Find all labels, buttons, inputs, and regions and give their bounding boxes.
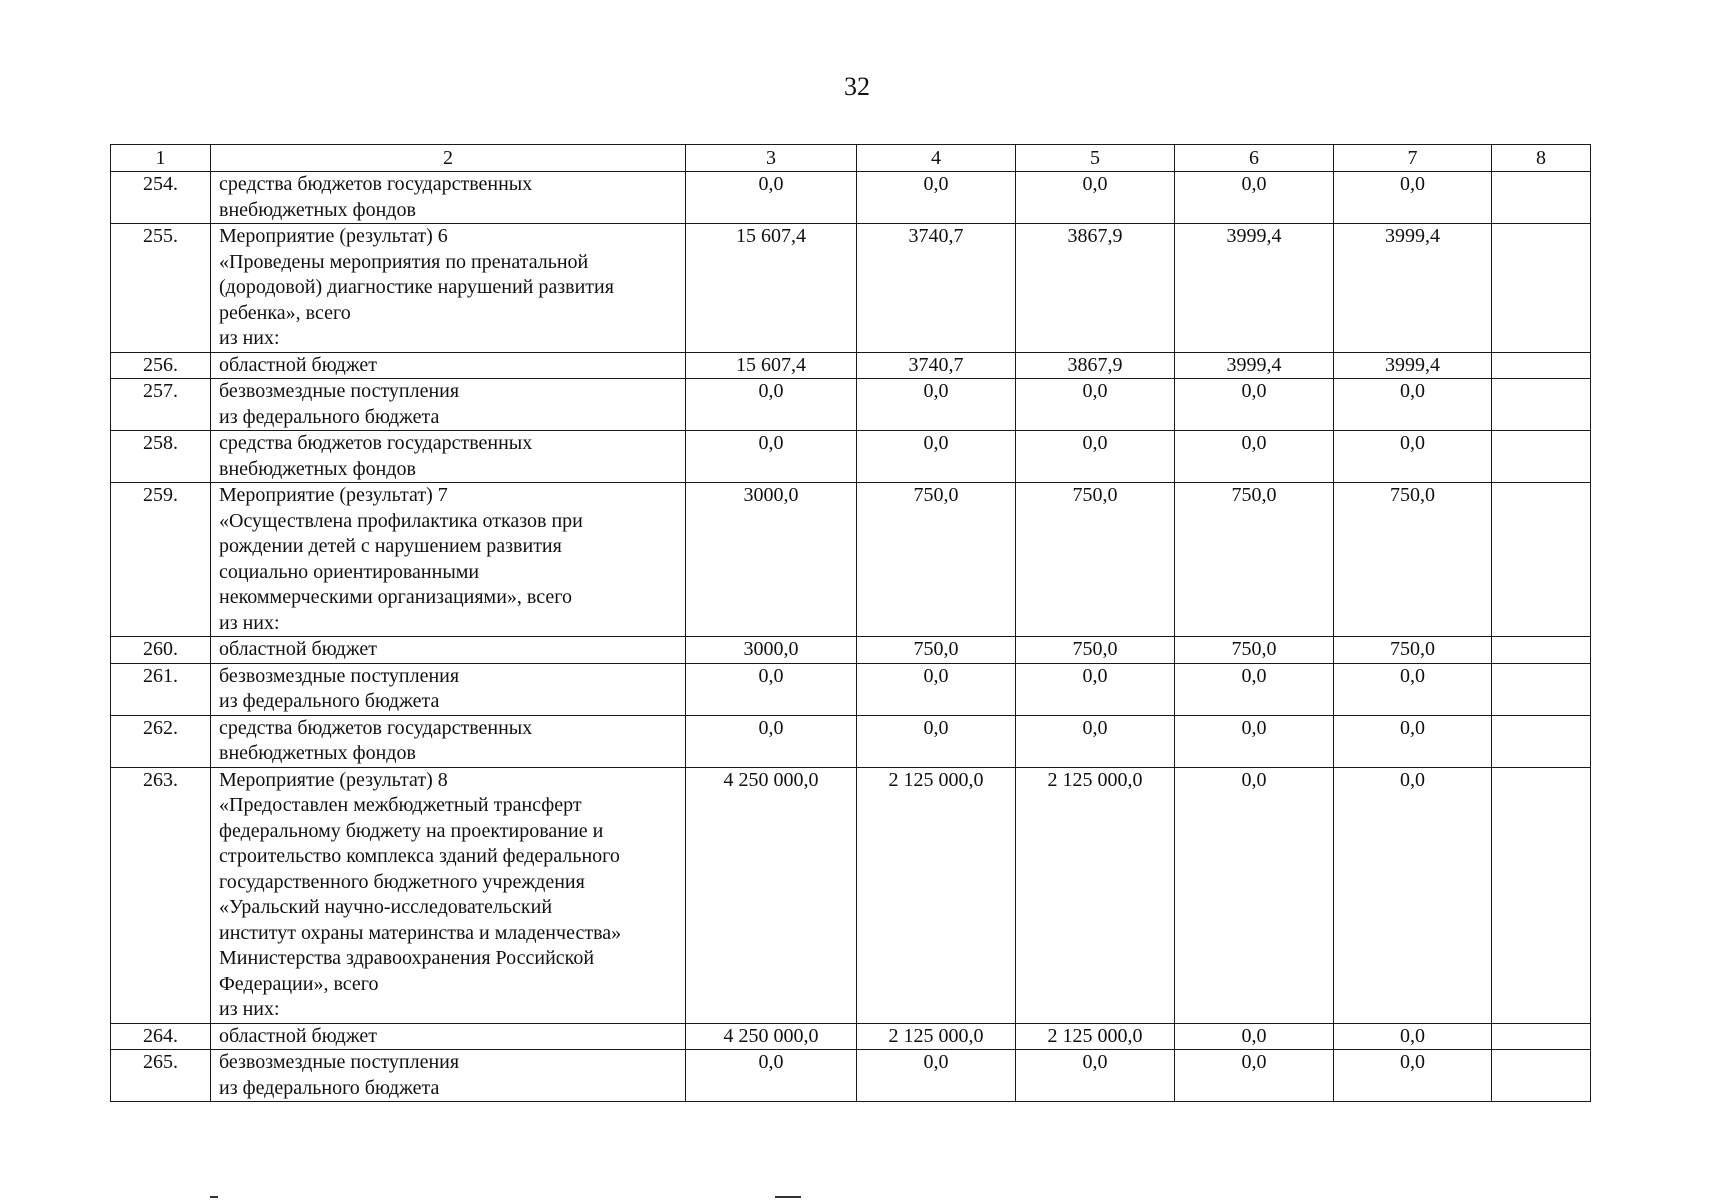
row-number-cell: 258. xyxy=(111,431,211,483)
column-header-7: 7 xyxy=(1334,145,1492,172)
column-header-6: 6 xyxy=(1175,145,1334,172)
table-row xyxy=(111,1050,1591,1102)
value-cell-5: 0,0 xyxy=(1016,715,1175,767)
value-cell-8 xyxy=(1492,224,1591,353)
description-cell xyxy=(211,431,686,483)
description-line: Мероприятие (результат) 8 xyxy=(219,768,448,791)
value-cell-8 xyxy=(1492,352,1591,379)
value-cell-6: 3999,4 xyxy=(1175,352,1334,379)
column-header-3: 3 xyxy=(686,145,857,172)
value-cell-5: 3867,9 xyxy=(1016,224,1175,353)
value-cell-3: 0,0 xyxy=(686,379,857,431)
table-row xyxy=(111,1023,1591,1050)
description-cell xyxy=(211,224,686,353)
row-number-cell: 260. xyxy=(111,637,211,664)
description-line: внебюджетных фондов xyxy=(219,198,416,221)
description-line: государственного бюджетного учреждения xyxy=(219,870,585,893)
description-line: из федерального бюджета xyxy=(219,405,440,428)
description-line: средства бюджетов государственных xyxy=(219,173,533,195)
value-cell-3: 0,0 xyxy=(686,663,857,715)
value-cell-8 xyxy=(1492,767,1591,1023)
value-cell-7: 0,0 xyxy=(1334,767,1492,1023)
description-line: из них: xyxy=(219,327,280,349)
column-header-5: 5 xyxy=(1016,145,1175,172)
value-cell-6: 750,0 xyxy=(1175,483,1334,637)
row-number-cell: 261. xyxy=(111,663,211,715)
value-cell-5: 0,0 xyxy=(1016,431,1175,483)
row-number-cell: 265. xyxy=(111,1050,211,1102)
description-line: из них: xyxy=(219,998,280,1020)
value-cell-8 xyxy=(1492,1050,1591,1102)
description-cell xyxy=(211,715,686,767)
description-cell xyxy=(211,379,686,431)
row-number-cell: 255. xyxy=(111,224,211,353)
value-cell-3: 0,0 xyxy=(686,172,857,224)
column-header-8: 8 xyxy=(1492,145,1591,172)
table-row xyxy=(111,483,1591,637)
description-cell xyxy=(211,1023,686,1050)
row-number-cell: 263. xyxy=(111,767,211,1023)
value-cell-7: 3999,4 xyxy=(1334,352,1492,379)
header-row xyxy=(111,145,1591,172)
row-number-cell: 254. xyxy=(111,172,211,224)
description-cell xyxy=(211,352,686,379)
value-cell-8 xyxy=(1492,637,1591,664)
value-cell-3: 4 250 000,0 xyxy=(686,1023,857,1050)
value-cell-4: 0,0 xyxy=(857,172,1016,224)
value-cell-6: 0,0 xyxy=(1175,1050,1334,1102)
value-cell-4: 0,0 xyxy=(857,663,1016,715)
value-cell-6: 0,0 xyxy=(1175,379,1334,431)
value-cell-6: 750,0 xyxy=(1175,637,1334,664)
table-row xyxy=(111,637,1591,664)
value-cell-7: 0,0 xyxy=(1334,1050,1492,1102)
value-cell-4: 2 125 000,0 xyxy=(857,1023,1016,1050)
value-cell-5: 750,0 xyxy=(1016,483,1175,637)
value-cell-4: 0,0 xyxy=(857,431,1016,483)
description-line: строительство комплекса зданий федерального xyxy=(219,845,620,867)
description-line: социально ориентированными xyxy=(219,560,480,583)
value-cell-7: 3999,4 xyxy=(1334,224,1492,353)
value-cell-8 xyxy=(1492,379,1591,431)
description-line: Мероприятие (результат) 6 xyxy=(219,225,448,247)
description-line: средства бюджетов государственных xyxy=(219,432,533,454)
value-cell-6: 0,0 xyxy=(1175,172,1334,224)
value-cell-3: 3000,0 xyxy=(686,483,857,637)
table-row xyxy=(111,767,1591,1023)
value-cell-4: 750,0 xyxy=(857,637,1016,664)
value-cell-7: 0,0 xyxy=(1334,663,1492,715)
value-cell-3: 0,0 xyxy=(686,715,857,767)
description-line: ребенка», всего xyxy=(219,301,351,324)
row-number-cell: 256. xyxy=(111,352,211,379)
value-cell-7: 0,0 xyxy=(1334,715,1492,767)
description-line: «Предоставлен межбюджетный трансферт xyxy=(219,794,582,816)
value-cell-4: 750,0 xyxy=(857,483,1016,637)
page-number: 32 xyxy=(844,72,870,101)
description-line: «Уральский научно-исследовательский xyxy=(219,896,553,918)
description-line: внебюджетных фондов xyxy=(219,742,416,764)
table-row xyxy=(111,431,1591,483)
value-cell-7: 0,0 xyxy=(1334,1023,1492,1050)
column-header-1: 1 xyxy=(111,145,211,172)
value-cell-5: 0,0 xyxy=(1016,172,1175,224)
description-line: Мероприятие (результат) 7 xyxy=(219,484,448,506)
value-cell-8 xyxy=(1492,663,1591,715)
description-cell xyxy=(211,172,686,224)
row-number-cell: 262. xyxy=(111,715,211,767)
description-line: федеральному бюджету на проектирование и xyxy=(219,819,604,842)
value-cell-3: 0,0 xyxy=(686,1050,857,1102)
value-cell-6: 3999,4 xyxy=(1175,224,1334,353)
value-cell-5: 2 125 000,0 xyxy=(1016,1023,1175,1050)
description-line: безвозмездные поступления xyxy=(219,1051,460,1073)
table-body xyxy=(111,172,1591,1102)
column-header-4: 4 xyxy=(857,145,1016,172)
description-line: из федерального бюджета xyxy=(219,690,440,712)
description-cell xyxy=(211,663,686,715)
value-cell-6: 0,0 xyxy=(1175,431,1334,483)
footer-dash-left xyxy=(210,1196,218,1198)
description-line: институт охраны материнства и младенчества» xyxy=(219,921,622,944)
value-cell-8 xyxy=(1492,172,1591,224)
value-cell-3: 15 607,4 xyxy=(686,224,857,353)
value-cell-5: 0,0 xyxy=(1016,1050,1175,1102)
value-cell-5: 0,0 xyxy=(1016,379,1175,431)
value-cell-4: 2 125 000,0 xyxy=(857,767,1016,1023)
row-number-cell: 259. xyxy=(111,483,211,637)
value-cell-6: 0,0 xyxy=(1175,663,1334,715)
description-line: средства бюджетов государственных xyxy=(219,716,533,739)
value-cell-6: 0,0 xyxy=(1175,767,1334,1023)
value-cell-7: 0,0 xyxy=(1334,431,1492,483)
description-line: из них: xyxy=(219,611,280,634)
value-cell-5: 0,0 xyxy=(1016,663,1175,715)
table-row xyxy=(111,663,1591,715)
description-line: (дородовой) диагностике нарушений развития xyxy=(219,276,614,298)
value-cell-4: 3740,7 xyxy=(857,352,1016,379)
description-line: областной бюджет xyxy=(219,1024,378,1047)
value-cell-5: 2 125 000,0 xyxy=(1016,767,1175,1023)
description-cell xyxy=(211,483,686,637)
description-line: безвозмездные поступления xyxy=(219,664,460,687)
value-cell-7: 0,0 xyxy=(1334,172,1492,224)
description-line: рождении детей с нарушением развития xyxy=(219,535,562,557)
description-line: областной бюджет xyxy=(219,353,378,376)
row-number-cell: 257. xyxy=(111,379,211,431)
column-header-2: 2 xyxy=(211,145,686,172)
value-cell-4: 0,0 xyxy=(857,379,1016,431)
description-line: «Проведены мероприятия по пренатальной xyxy=(219,250,589,273)
description-cell xyxy=(211,1050,686,1102)
value-cell-3: 4 250 000,0 xyxy=(686,767,857,1023)
value-cell-3: 3000,0 xyxy=(686,637,857,664)
value-cell-4: 0,0 xyxy=(857,715,1016,767)
description-line: внебюджетных фондов xyxy=(219,457,416,480)
description-cell xyxy=(211,637,686,664)
table-row xyxy=(111,172,1591,224)
description-line: областной бюджет xyxy=(219,638,378,660)
description-line: из федерального бюджета xyxy=(219,1076,440,1099)
table-row xyxy=(111,379,1591,431)
value-cell-7: 750,0 xyxy=(1334,637,1492,664)
table-row xyxy=(111,715,1591,767)
description-cell xyxy=(211,767,686,1023)
row-number-cell: 264. xyxy=(111,1023,211,1050)
value-cell-8 xyxy=(1492,483,1591,637)
value-cell-5: 3867,9 xyxy=(1016,352,1175,379)
value-cell-8 xyxy=(1492,431,1591,483)
budget-table xyxy=(110,144,1591,1102)
value-cell-3: 0,0 xyxy=(686,431,857,483)
footer-dash-center xyxy=(775,1196,801,1198)
description-line: «Осуществлена профилактика отказов при xyxy=(219,509,583,532)
value-cell-7: 750,0 xyxy=(1334,483,1492,637)
value-cell-8 xyxy=(1492,715,1591,767)
table-row xyxy=(111,224,1591,353)
description-line: безвозмездные поступления xyxy=(219,380,460,402)
value-cell-6: 0,0 xyxy=(1175,715,1334,767)
description-line: Министерства здравоохранения Российской xyxy=(219,947,595,969)
value-cell-3: 15 607,4 xyxy=(686,352,857,379)
description-line: Федерации», всего xyxy=(219,972,379,995)
value-cell-4: 3740,7 xyxy=(857,224,1016,353)
value-cell-5: 750,0 xyxy=(1016,637,1175,664)
value-cell-4: 0,0 xyxy=(857,1050,1016,1102)
value-cell-7: 0,0 xyxy=(1334,379,1492,431)
value-cell-6: 0,0 xyxy=(1175,1023,1334,1050)
value-cell-8 xyxy=(1492,1023,1591,1050)
table-row xyxy=(111,352,1591,379)
description-line: некоммерческими организациями», всего xyxy=(219,586,572,608)
